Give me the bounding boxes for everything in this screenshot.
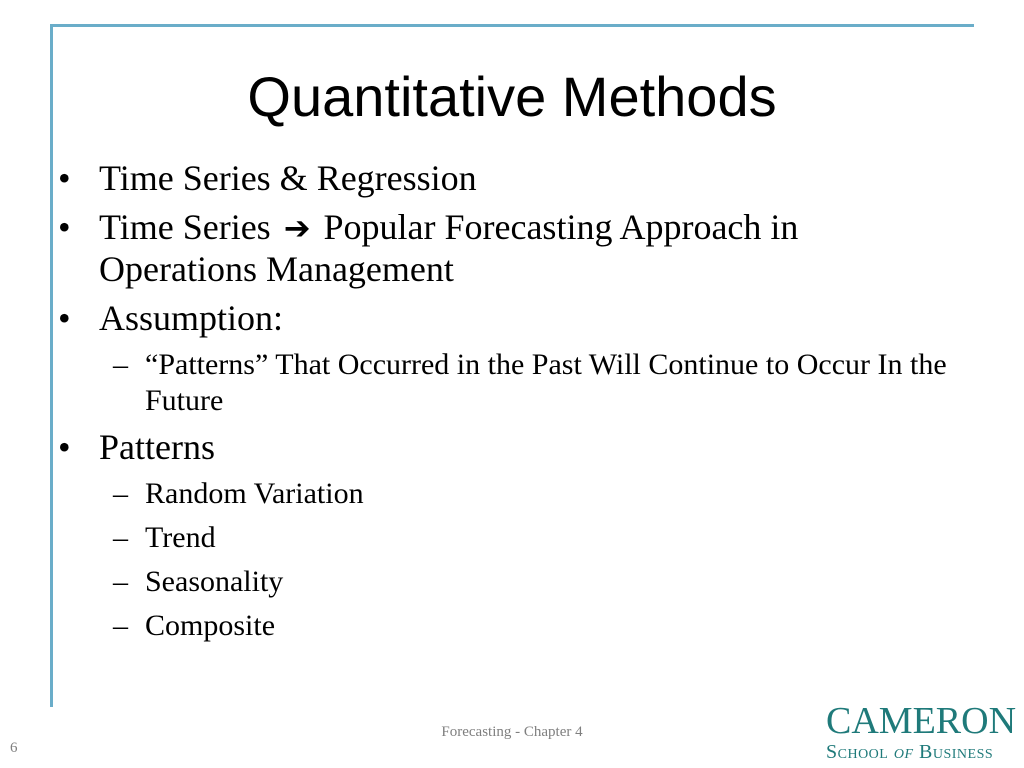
logo-school: School (826, 741, 889, 763)
dash-icon: – (113, 477, 128, 510)
bullet-item (58, 427, 958, 468)
sub-bullet-text: “Patterns” That Occurred in the Past Will Continue to Occur In the Future (145, 348, 947, 417)
sub-bullet-text: Random Variation (145, 477, 364, 510)
frame-top-line (50, 24, 974, 27)
sub-bullet-item (58, 520, 958, 556)
bullet-item (58, 298, 958, 339)
logo-line2 (826, 740, 1011, 764)
sub-bullet-item (58, 608, 958, 644)
logo-business: Business (919, 741, 994, 763)
bullet-icon: • (58, 158, 71, 198)
dash-icon: – (113, 565, 128, 598)
sub-bullet-item (58, 476, 958, 512)
bullet-text: Time Series & Regression (99, 158, 477, 198)
bullet-text: Assumption: (99, 298, 284, 338)
sub-bullet-text: Trend (145, 521, 216, 554)
bullet-icon: • (58, 298, 71, 338)
bullet-icon: • (58, 427, 71, 467)
slide-footer: Forecasting - Chapter 4 (441, 724, 583, 740)
bullet-icon: • (58, 207, 71, 247)
bullet-item (58, 207, 958, 290)
cameron-logo (826, 700, 1017, 764)
dash-icon: – (113, 521, 128, 554)
arrow-right-icon: ➔ (283, 209, 311, 247)
bullet-text-before-arrow: Time Series (99, 207, 271, 247)
bullet-item (58, 158, 958, 199)
sub-bullet-item (58, 347, 958, 419)
bullet-text-after-arrow: Popular Forecasting Approach in Operations Management (99, 207, 799, 289)
dash-icon: – (113, 609, 128, 642)
logo-of: of (893, 741, 914, 763)
bullet-text: Patterns (99, 427, 215, 467)
slide-title: Quantitative Methods (247, 65, 777, 128)
slide-content (58, 158, 958, 652)
frame-left-line (50, 24, 53, 707)
sub-bullet-item (58, 564, 958, 600)
sub-bullet-text: Seasonality (145, 565, 284, 598)
logo-line1: CAMERON (826, 700, 1017, 742)
page-number: 6 (10, 740, 18, 756)
sub-bullet-text: Composite (145, 609, 276, 642)
dash-icon: – (113, 348, 128, 381)
